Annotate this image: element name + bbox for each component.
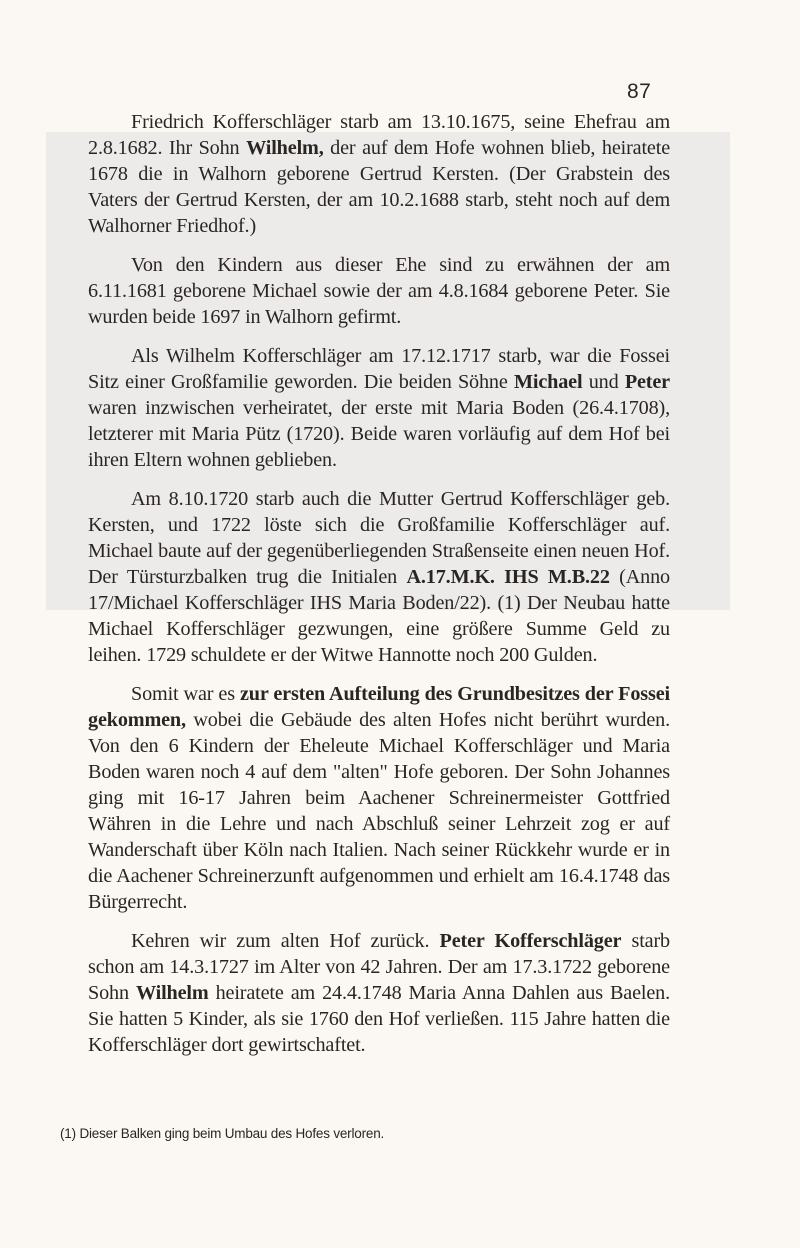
- body-text: [88, 109, 670, 1071]
- page-number: 87: [627, 80, 652, 103]
- paragraph-6: Kehren wir zum alten Hof zurück. Peter Kofferschläger starb schon am 14.3.1727 im Alter von 42 Jahren. Der am 17.3.1722 geborene Sohn Wilhelm heiratete am 24.4.1748 Maria Anna Dahlen aus Baelen. Sie hatten 5 Kinder, als sie 1760 den Hof verließen. 115 Jahre hatten die Kofferschläger dort gewirtschaftet.: [88, 930, 670, 1056]
- footnote: (1) Dieser Balken ging beim Umbau des Hofes verloren.: [60, 1126, 385, 1141]
- paragraph-1: Friedrich Kofferschläger starb am 13.10.1675, seine Ehefrau am 2.8.1682. Ihr Sohn Wilhelm, der auf dem Hofe wohnen blieb, heiratete 1678 die in Walhorn geborene Gertrud Kersten. (Der Grabstein des Vaters der Gertrud Kersten, der am 10.2.1688 starb, steht noch auf dem Walhorner Friedhof.): [88, 111, 671, 237]
- paragraph-5: Somit war es zur ersten Aufteilung des Grundbesitzes der Fossei gekommen, wobei die Gebäude des alten Hofes nicht berührt wurden. Von den 6 Kindern der Eheleute Michael Kofferschläger und Maria Boden waren noch 4 auf dem "alten" Hofe geboren. Der Sohn Johannes ging mit 16-17 Jahren beim Aachener Schreinermeister Gottfried Währen in die Lehre und nach Abschluß seiner Lehrzeit zog er auf Wanderschaft über Köln nach Italien. Nach seiner Rückkehr wurde er in die Aachener Schreinerzunft aufgenommen und erhielt am 16.4.1748 das Bürgerrecht.: [88, 683, 670, 913]
- paragraph-3: Als Wilhelm Kofferschläger am 17.12.1717 starb, war die Fossei Sitz einer Großfamilie geworden. Die beiden Söhne Michael und Peter waren inzwischen verheiratet, der erste mit Maria Boden (26.4.1708), letzterer mit Maria Pütz (1720). Beide waren vorläufig auf dem Hof bei ihren Eltern wohnen geblieben.: [88, 345, 670, 471]
- paragraph-2: Von den Kindern aus dieser Ehe sind zu erwähnen der am 6.11.1681 geborene Michael sowie der am 4.8.1684 geborene Peter. Sie wurden beide 1697 in Walhorn gefirmt.: [88, 254, 670, 328]
- paragraph-4: Am 8.10.1720 starb auch die Mutter Gertrud Kofferschläger geb. Kersten, und 1722 löste sich die Großfamilie Kofferschläger auf. Michael baute auf der gegenüberliegenden Straßenseite einen neuen Hof. Der Türsturzbalken trug die Initialen A.17.M.K. IHS M.B.22 (Anno 17/Michael Kofferschläger IHS Maria Boden/22). (1) Der Neubau hatte Michael Kofferschläger gezwungen, eine größere Summe Geld zu leihen. 1729 schuldete er der Witwe Hannotte noch 200 Gulden.: [88, 488, 671, 666]
